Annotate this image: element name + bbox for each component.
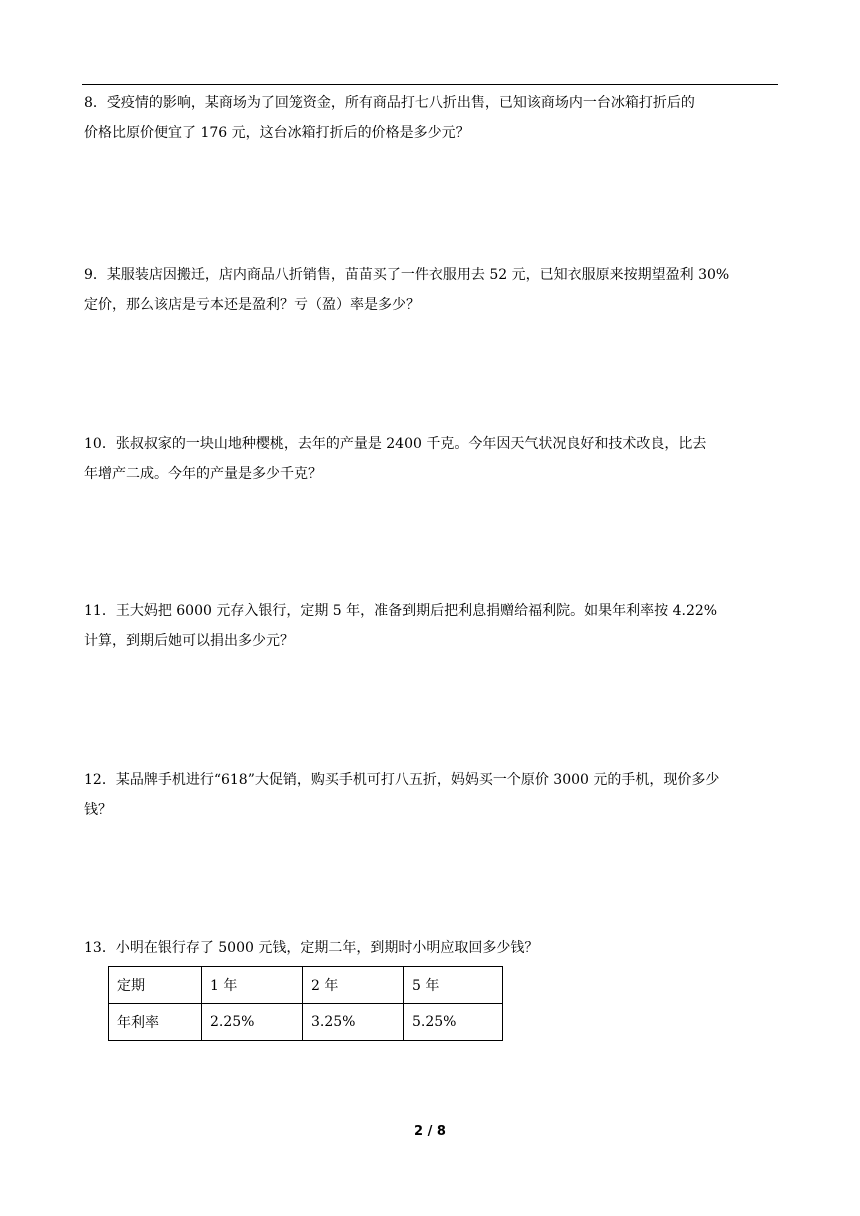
table-cell: 3.25% [303, 1004, 404, 1041]
question-12-line-1: 12．某品牌手机进行“618”大促销，购买手机可打八五折，妈妈买一个原价 3000 元的手机，现价多少 [84, 772, 720, 788]
question-9-line-2: 定价，那么该店是亏本还是盈利？亏（盈）率是多少？ [84, 297, 420, 313]
question-13 [84, 933, 784, 963]
table-cell: 1 年 [202, 967, 303, 1004]
question-13-line-1: 13．小明在银行存了 5000 元钱，定期二年，到期时小明应取回多少钱？ [84, 940, 539, 956]
table-cell: 5 年 [404, 967, 503, 1004]
question-10-line-1: 10．张叔叔家的一块山地种樱桃，去年的产量是 2400 千克。今年因天气状况良好和技术改良，比去 [84, 436, 707, 452]
question-8-line-2: 价格比原价便宜了 176 元，这台冰箱打折后的价格是多少元？ [84, 125, 470, 141]
page-number: 2 / 8 [414, 1124, 446, 1139]
question-11-line-1: 11．王大妈把 6000 元存入银行，定期 5 年，准备到期后把利息捐赠给福利院。如果年利率按 4.22% [84, 603, 718, 619]
table-cell: 定期 [109, 967, 202, 1004]
table-cell: 2 年 [303, 967, 404, 1004]
table-row [109, 1004, 503, 1041]
question-9 [84, 260, 784, 320]
question-8-line-1: 8．受疫情的影响，某商场为了回笼资金，所有商品打七八折出售，已知该商场内一台冰箱打折后的 [84, 95, 695, 111]
question-9-line-1: 9．某服装店因搬迁，店内商品八折销售，苗苗买了一件衣服用去 52 元，已知衣服原来按期望盈利 30% [84, 267, 730, 283]
question-10-line-2: 年增产二成。今年的产量是多少千克？ [84, 466, 322, 482]
table-cell: 年利率 [109, 1004, 202, 1041]
question-8 [84, 88, 784, 148]
table-row [109, 967, 503, 1004]
header-rule [82, 84, 778, 85]
question-11 [84, 596, 784, 656]
table-cell: 2.25% [202, 1004, 303, 1041]
interest-rate-table [108, 966, 503, 1041]
question-12 [84, 765, 784, 825]
question-12-line-2: 钱？ [84, 802, 112, 818]
question-10 [84, 429, 784, 489]
question-11-line-2: 计算，到期后她可以捐出多少元？ [84, 633, 294, 649]
table-cell: 5.25% [404, 1004, 503, 1041]
